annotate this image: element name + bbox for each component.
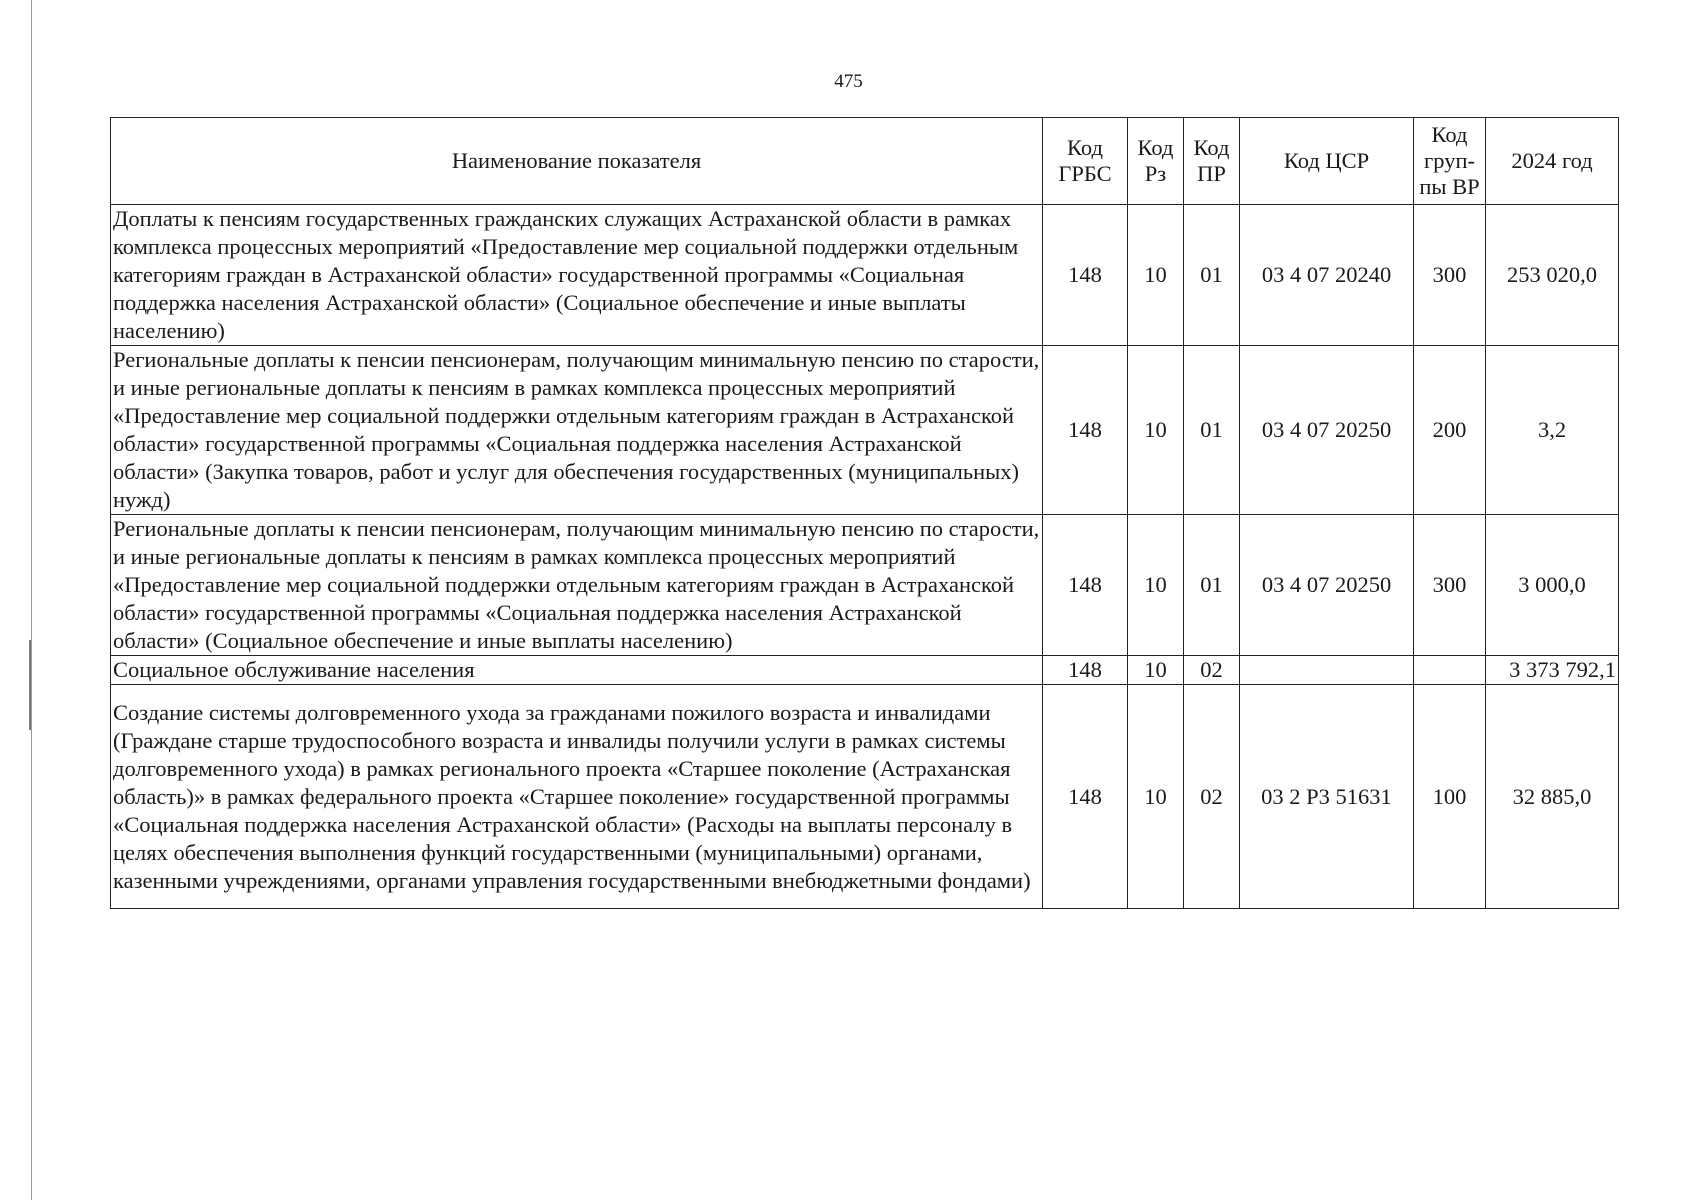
header-year: 2024 год bbox=[1486, 118, 1619, 205]
budget-table bbox=[110, 117, 1619, 909]
row-pr: 02 bbox=[1184, 656, 1240, 685]
scan-edge-mark bbox=[29, 640, 31, 730]
row-csr: 03 4 07 20250 bbox=[1240, 515, 1414, 656]
row-sum: 253 020,0 bbox=[1486, 205, 1619, 346]
row-vr: 300 bbox=[1414, 515, 1486, 656]
row-pr: 01 bbox=[1184, 515, 1240, 656]
scan-edge-line bbox=[31, 0, 32, 1200]
row-name: Социальное обслуживание населения bbox=[111, 656, 1043, 685]
row-grbs: 148 bbox=[1043, 515, 1128, 656]
page-number: 475 bbox=[834, 71, 863, 92]
row-rz: 10 bbox=[1128, 685, 1184, 909]
table-row bbox=[111, 656, 1619, 685]
header-vr: Код груп-пы ВР bbox=[1414, 118, 1486, 205]
table-row bbox=[111, 515, 1619, 656]
header-grbs: Код ГРБС bbox=[1043, 118, 1128, 205]
table-row bbox=[111, 346, 1619, 515]
row-pr: 01 bbox=[1184, 205, 1240, 346]
row-grbs: 148 bbox=[1043, 656, 1128, 685]
row-sum: 3 373 792,1 bbox=[1486, 656, 1619, 685]
row-vr: 300 bbox=[1414, 205, 1486, 346]
row-sum: 32 885,0 bbox=[1486, 685, 1619, 909]
row-grbs: 148 bbox=[1043, 685, 1128, 909]
table-row bbox=[111, 685, 1619, 909]
table-row bbox=[111, 205, 1619, 346]
row-csr bbox=[1240, 656, 1414, 685]
row-sum: 3 000,0 bbox=[1486, 515, 1619, 656]
row-vr bbox=[1414, 656, 1486, 685]
row-csr: 03 4 07 20250 bbox=[1240, 346, 1414, 515]
row-vr: 200 bbox=[1414, 346, 1486, 515]
row-vr: 100 bbox=[1414, 685, 1486, 909]
row-pr: 02 bbox=[1184, 685, 1240, 909]
row-rz: 10 bbox=[1128, 656, 1184, 685]
row-sum: 3,2 bbox=[1486, 346, 1619, 515]
row-rz: 10 bbox=[1128, 515, 1184, 656]
row-name: Доплаты к пенсиям государственных гражданских служащих Астраханской области в рамках комплекса процессных мероприятий «Предоставление мер социальной поддержки отдельным категориям граждан в Астраханской области» государственной программы «Социальная поддержка населения Астраханской области» (Социальное обеспечение и иные выплаты населению) bbox=[111, 205, 1043, 346]
row-pr: 01 bbox=[1184, 346, 1240, 515]
row-name: Региональные доплаты к пенсии пенсионерам, получающим минимальную пенсию по старости, и иные региональные доплаты к пенсиям в рамках комплекса процессных мероприятий «Предоставление мер социальной поддержки отдельным категориям граждан в Астраханской области» государственной программы «Социальная поддержка населения Астраханской области» (Закупка товаров, работ и услуг для обеспечения государственных (муниципальных) нужд) bbox=[111, 346, 1043, 515]
table-header-row bbox=[111, 118, 1619, 205]
row-csr: 03 2 Р3 51631 bbox=[1240, 685, 1414, 909]
row-name: Региональные доплаты к пенсии пенсионерам, получающим минимальную пенсию по старости, и иные региональные доплаты к пенсиям в рамках комплекса процессных мероприятий «Предоставление мер социальной поддержки отдельным категориям граждан в Астраханской области» государственной программы «Социальная поддержка населения Астраханской области» (Социальное обеспечение и иные выплаты населению) bbox=[111, 515, 1043, 656]
header-rz: Код Рз bbox=[1128, 118, 1184, 205]
header-pr: Код ПР bbox=[1184, 118, 1240, 205]
row-name: Создание системы долговременного ухода за гражданами пожилого возраста и инвалидами (Граждане старше трудоспособного возраста и инвалиды получили услуги в рамках системы долговременного ухода) в рамках регионального проекта «Старшее поколение (Астраханская область)» в рамках федерального проекта «Старшее поколение» государственной программы «Социальная поддержка населения Астраханской области» (Расходы на выплаты персоналу в целях обеспечения выполнения функций государственными (муниципальными) органами, казенными учреждениями, органами управления государственными внебюджетными фондами) bbox=[111, 685, 1043, 909]
row-grbs: 148 bbox=[1043, 205, 1128, 346]
header-name: Наименование показателя bbox=[111, 118, 1043, 205]
row-grbs: 148 bbox=[1043, 346, 1128, 515]
row-rz: 10 bbox=[1128, 205, 1184, 346]
row-rz: 10 bbox=[1128, 346, 1184, 515]
row-csr: 03 4 07 20240 bbox=[1240, 205, 1414, 346]
header-csr: Код ЦСР bbox=[1240, 118, 1414, 205]
